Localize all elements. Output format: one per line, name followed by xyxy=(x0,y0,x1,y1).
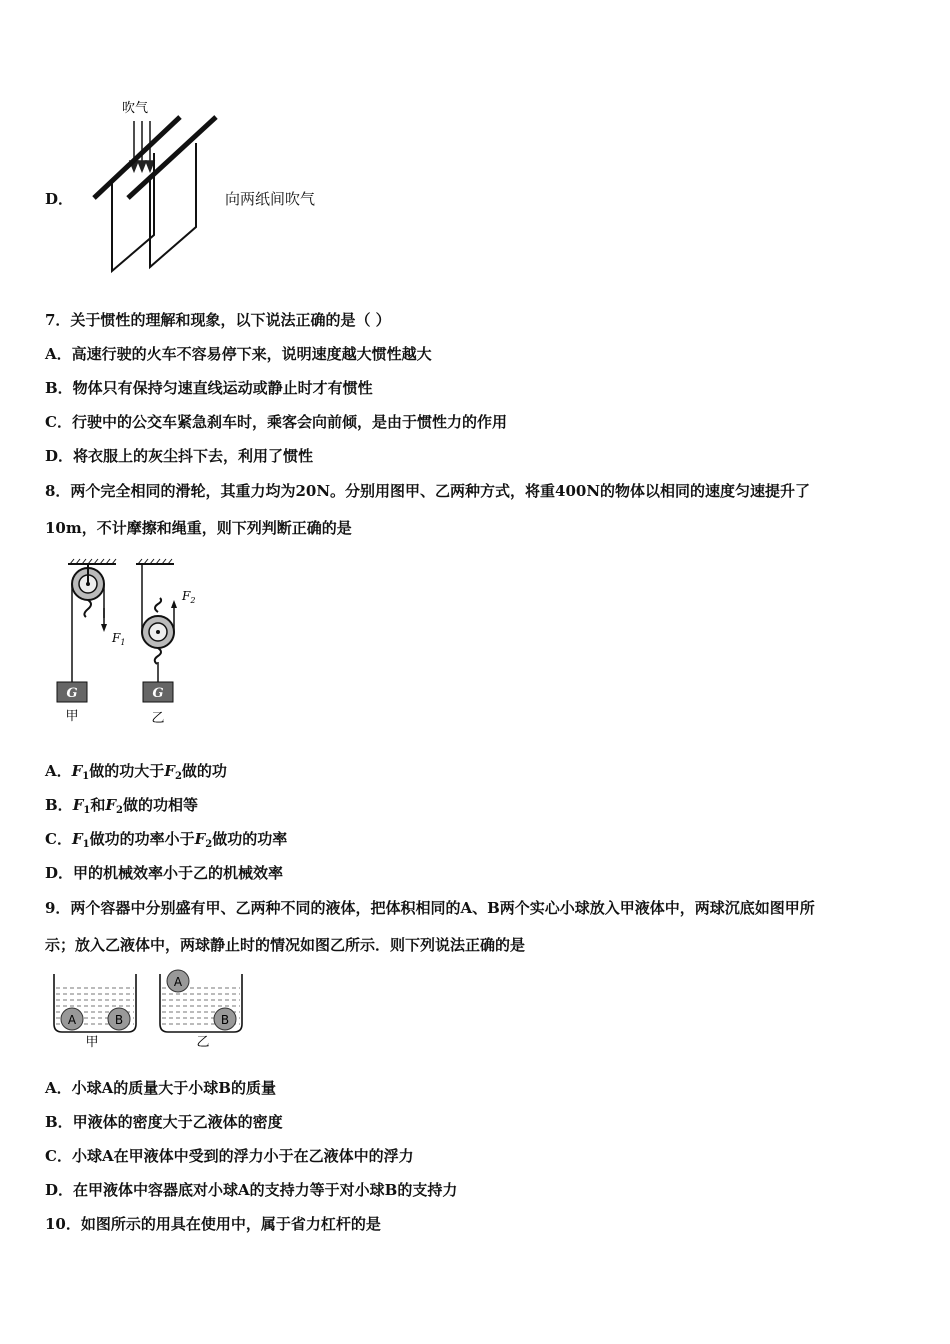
q9-option-b: B．甲液体的密度大于乙液体的密度 xyxy=(45,1113,283,1131)
q9-stem-line1: 9．两个容器中分别盛有甲、乙两种不同的液体，把体积相同的A、B两个实心小球放入甲液体中，两球沉底如图甲所 xyxy=(45,899,815,917)
q8-option-c: C．$F_1$做功的功率小于$F_2$做功的功率 xyxy=(45,830,288,850)
left-weight-label: G xyxy=(66,686,78,701)
q10-stem: 10．如图所示的用具在使用中，属于省力杠杆的是 xyxy=(45,1215,381,1233)
q8-option-a: A．$F_1$做的功大于$F_2$做的功 xyxy=(45,762,227,782)
q9-stem-line2: 示；放入乙液体中，两球静止时的情况如图乙所示．则下列说法正确的是 xyxy=(45,936,526,954)
right-ball-b: B xyxy=(220,1013,230,1027)
paper-blowing-figure xyxy=(88,95,228,277)
right-caption: 乙 xyxy=(151,711,165,726)
q7-option-c: C．行驶中的公交车紧急刹车时，乘客会向前倾，是由于惯性力的作用 xyxy=(45,413,507,431)
q8-stem-line1: 8．两个完全相同的滑轮，其重力均为20N。分别用图甲、乙两种方式，将重400N的物体以相同的速度匀速提升了 xyxy=(45,482,811,500)
q9-option-c: C．小球A在甲液体中受到的浮力小于在乙液体中的浮力 xyxy=(45,1147,414,1165)
left-ball-a: A xyxy=(67,1013,77,1027)
q9-option-a: A．小球A的质量大于小球B的质量 xyxy=(45,1079,276,1097)
q7-option-a: A．高速行驶的火车不容易停下来，说明速度越大惯性越大 xyxy=(45,345,432,363)
q7-option-b: B．物体只有保持匀速直线运动或静止时才有惯性 xyxy=(45,379,373,397)
q8-option-d: D．甲的机械效率小于乙的机械效率 xyxy=(45,864,284,882)
right-container-caption: 乙 xyxy=(196,1035,210,1050)
force-f1-label: $F_1$ xyxy=(112,631,126,647)
q9-option-d: D．在甲液体中容器底对小球A的支持力等于对小球B的支持力 xyxy=(45,1181,458,1199)
q6-option-d-letter: D． xyxy=(45,190,74,208)
right-weight-label: G xyxy=(152,686,164,701)
q7-stem: 7．关于惯性的理解和现象，以下说法正确的是（ ） xyxy=(45,311,391,329)
q8-stem-line2: 10m，不计摩擦和绳重，则下列判断正确的是 xyxy=(45,519,352,537)
figure-label-blow: 吹气 xyxy=(122,101,149,116)
left-container-caption: 甲 xyxy=(85,1035,99,1050)
q6-option-d-caption: 向两纸间吹气 xyxy=(225,190,316,208)
q8-option-b: B．$F_1$和$F_2$做的功相等 xyxy=(45,796,198,816)
force-f2-label: $F_2$ xyxy=(182,589,196,605)
pulley-figure xyxy=(48,558,208,730)
left-ball-b: B xyxy=(114,1013,124,1027)
liquid-containers-figure xyxy=(48,966,248,1050)
right-ball-a: A xyxy=(173,975,183,989)
q7-option-d: D．将衣服上的灰尘抖下去，利用了惯性 xyxy=(45,447,314,465)
left-caption: 甲 xyxy=(65,709,79,724)
